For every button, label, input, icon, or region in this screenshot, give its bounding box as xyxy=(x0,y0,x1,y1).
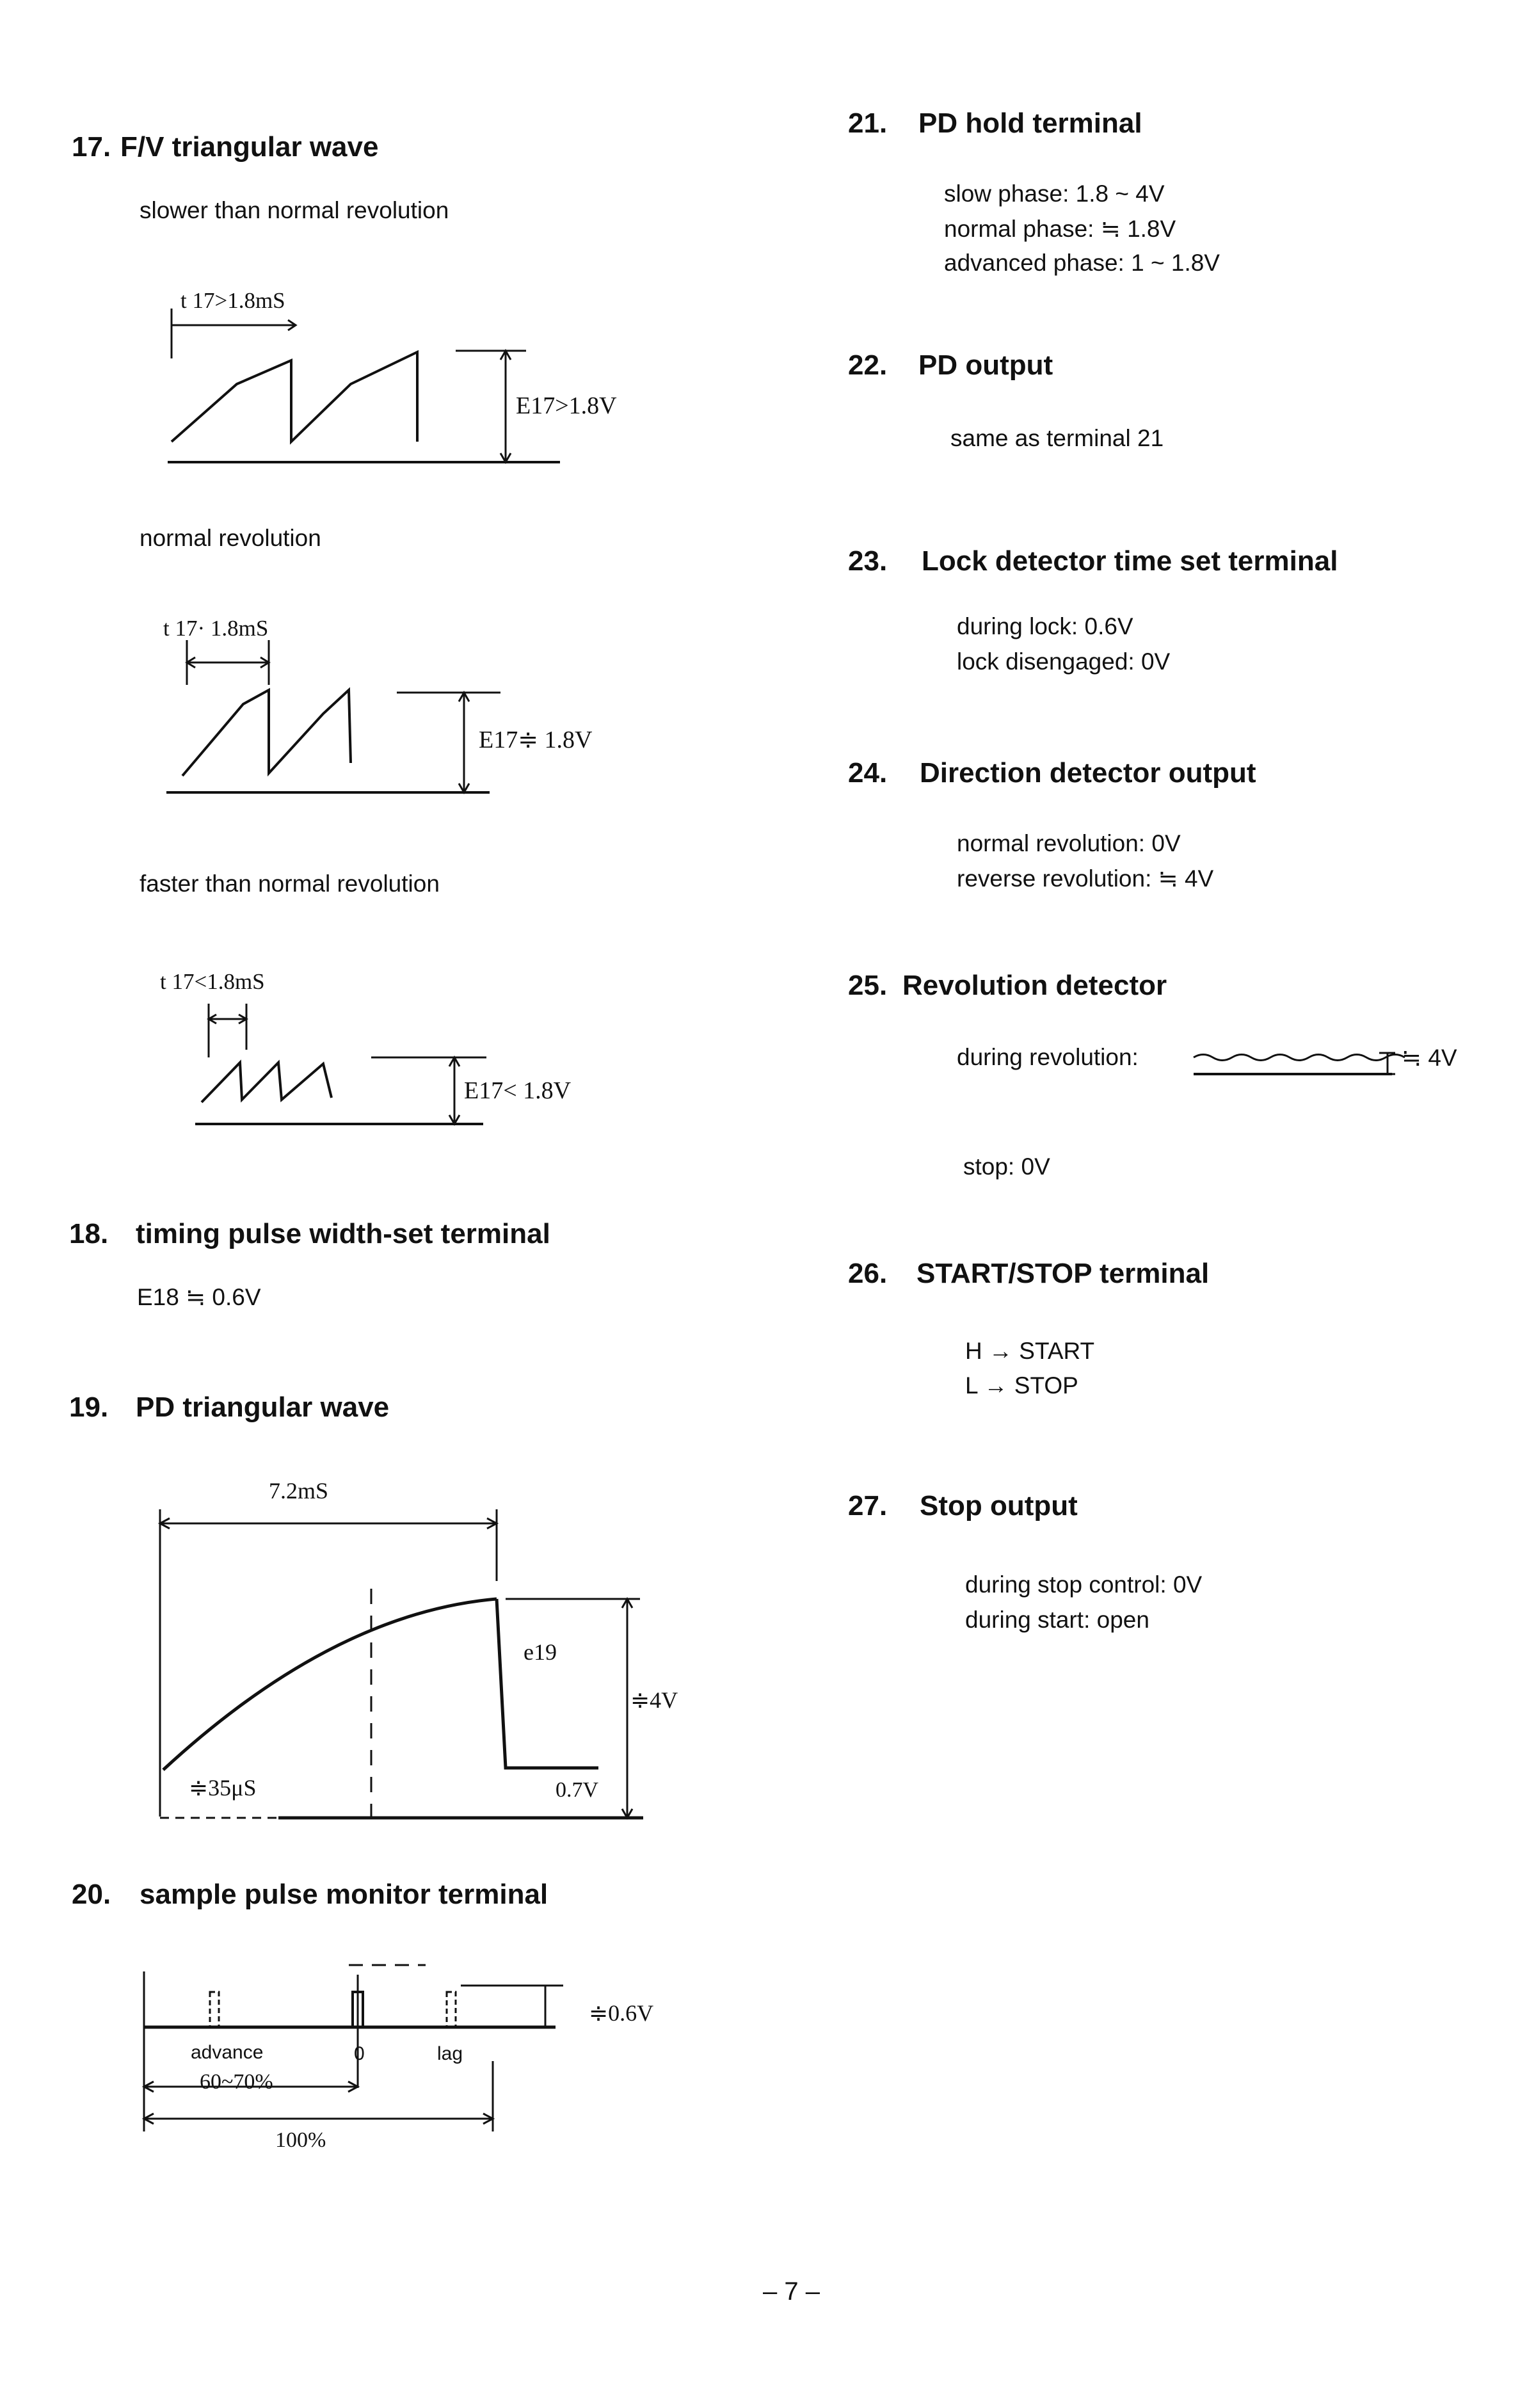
section-24-title: Direction detector output xyxy=(920,757,1256,789)
section-22-number: 22. xyxy=(848,349,888,381)
section-17-title: F/V triangular wave xyxy=(120,131,379,163)
slower-e-label: E17>1.8V xyxy=(516,392,617,419)
page-number: – 7 – xyxy=(763,2277,820,2306)
s21-line-2: normal phase: ≒ 1.8V xyxy=(944,216,1176,242)
slower-caption: slower than normal revolution xyxy=(140,197,449,223)
s26-line-1: H → START xyxy=(965,1338,1095,1364)
sample-full-label: 100% xyxy=(275,2128,326,2152)
sample-range-label: 60~70% xyxy=(200,2070,273,2094)
sample-zero-label: 0 xyxy=(354,2043,365,2064)
section-19-title: PD triangular wave xyxy=(136,1392,390,1423)
normal-t-label: t 17· 1.8mS xyxy=(163,616,269,641)
s25-during-label: during revolution: xyxy=(957,1044,1139,1070)
s24-line-1: normal revolution: 0V xyxy=(957,830,1181,856)
section-27-number: 27. xyxy=(848,1490,888,1521)
pd-rise-label: ≑35μS xyxy=(189,1775,257,1801)
section-21-title: PD hold terminal xyxy=(918,108,1142,139)
section-17-number: 17. xyxy=(72,131,111,163)
section-25-title: Revolution detector xyxy=(902,970,1167,1001)
s21-line-1: slow phase: 1.8 ~ 4V xyxy=(944,181,1165,207)
normal-caption: normal revolution xyxy=(140,525,321,551)
pd-amplitude-label: ≑4V xyxy=(630,1687,678,1713)
pd-period-label: 7.2mS xyxy=(269,1478,329,1504)
section-23-number: 23. xyxy=(848,545,888,577)
s27-line-1: during stop control: 0V xyxy=(965,1571,1203,1598)
section-26-number: 26. xyxy=(848,1258,888,1289)
sample-lag-label: lag xyxy=(437,2043,463,2064)
slower-t-label: t 17>1.8mS xyxy=(180,288,285,313)
faster-t-label: t 17<1.8mS xyxy=(160,969,265,994)
section-20-title: sample pulse monitor terminal xyxy=(140,1879,548,1910)
section-21-number: 21. xyxy=(848,108,888,139)
s21-line-3: advanced phase: 1 ~ 1.8V xyxy=(944,250,1220,276)
s22-line-1: same as terminal 21 xyxy=(950,425,1164,451)
section-19-number: 19. xyxy=(69,1392,109,1423)
section-18-number: 18. xyxy=(69,1218,109,1249)
s23-line-1: during lock: 0.6V xyxy=(957,613,1133,639)
section-24-number: 24. xyxy=(848,757,888,789)
s23-line-2: lock disengaged: 0V xyxy=(957,648,1171,675)
s25-amplitude: ≒ 4V xyxy=(1402,1045,1457,1071)
faster-caption: faster than normal revolution xyxy=(140,871,440,897)
section-20-number: 20. xyxy=(72,1879,111,1910)
section-18-title: timing pulse width-set terminal xyxy=(136,1218,550,1249)
e18-value: E18 ≒ 0.6V xyxy=(137,1284,261,1310)
s25-stop: stop: 0V xyxy=(963,1153,1050,1180)
sample-amplitude-label: ≑0.6V xyxy=(589,2000,654,2026)
faster-e-label: E17< 1.8V xyxy=(464,1077,572,1104)
s26-line-2: L → STOP xyxy=(965,1372,1078,1399)
pd-low-label: 0.7V xyxy=(556,1778,599,1802)
section-27-title: Stop output xyxy=(920,1490,1078,1521)
section-25-number: 25. xyxy=(848,970,888,1001)
normal-e-label: E17≑ 1.8V xyxy=(479,726,593,753)
s24-line-2: reverse revolution: ≒ 4V xyxy=(957,865,1214,892)
section-23-title: Lock detector time set terminal xyxy=(922,545,1338,577)
section-26-title: START/STOP terminal xyxy=(916,1258,1210,1289)
sample-advance-label: advance xyxy=(191,2042,264,2063)
pd-e19-label: e19 xyxy=(524,1639,557,1665)
s27-line-2: during start: open xyxy=(965,1607,1149,1633)
section-22-title: PD output xyxy=(918,349,1053,381)
